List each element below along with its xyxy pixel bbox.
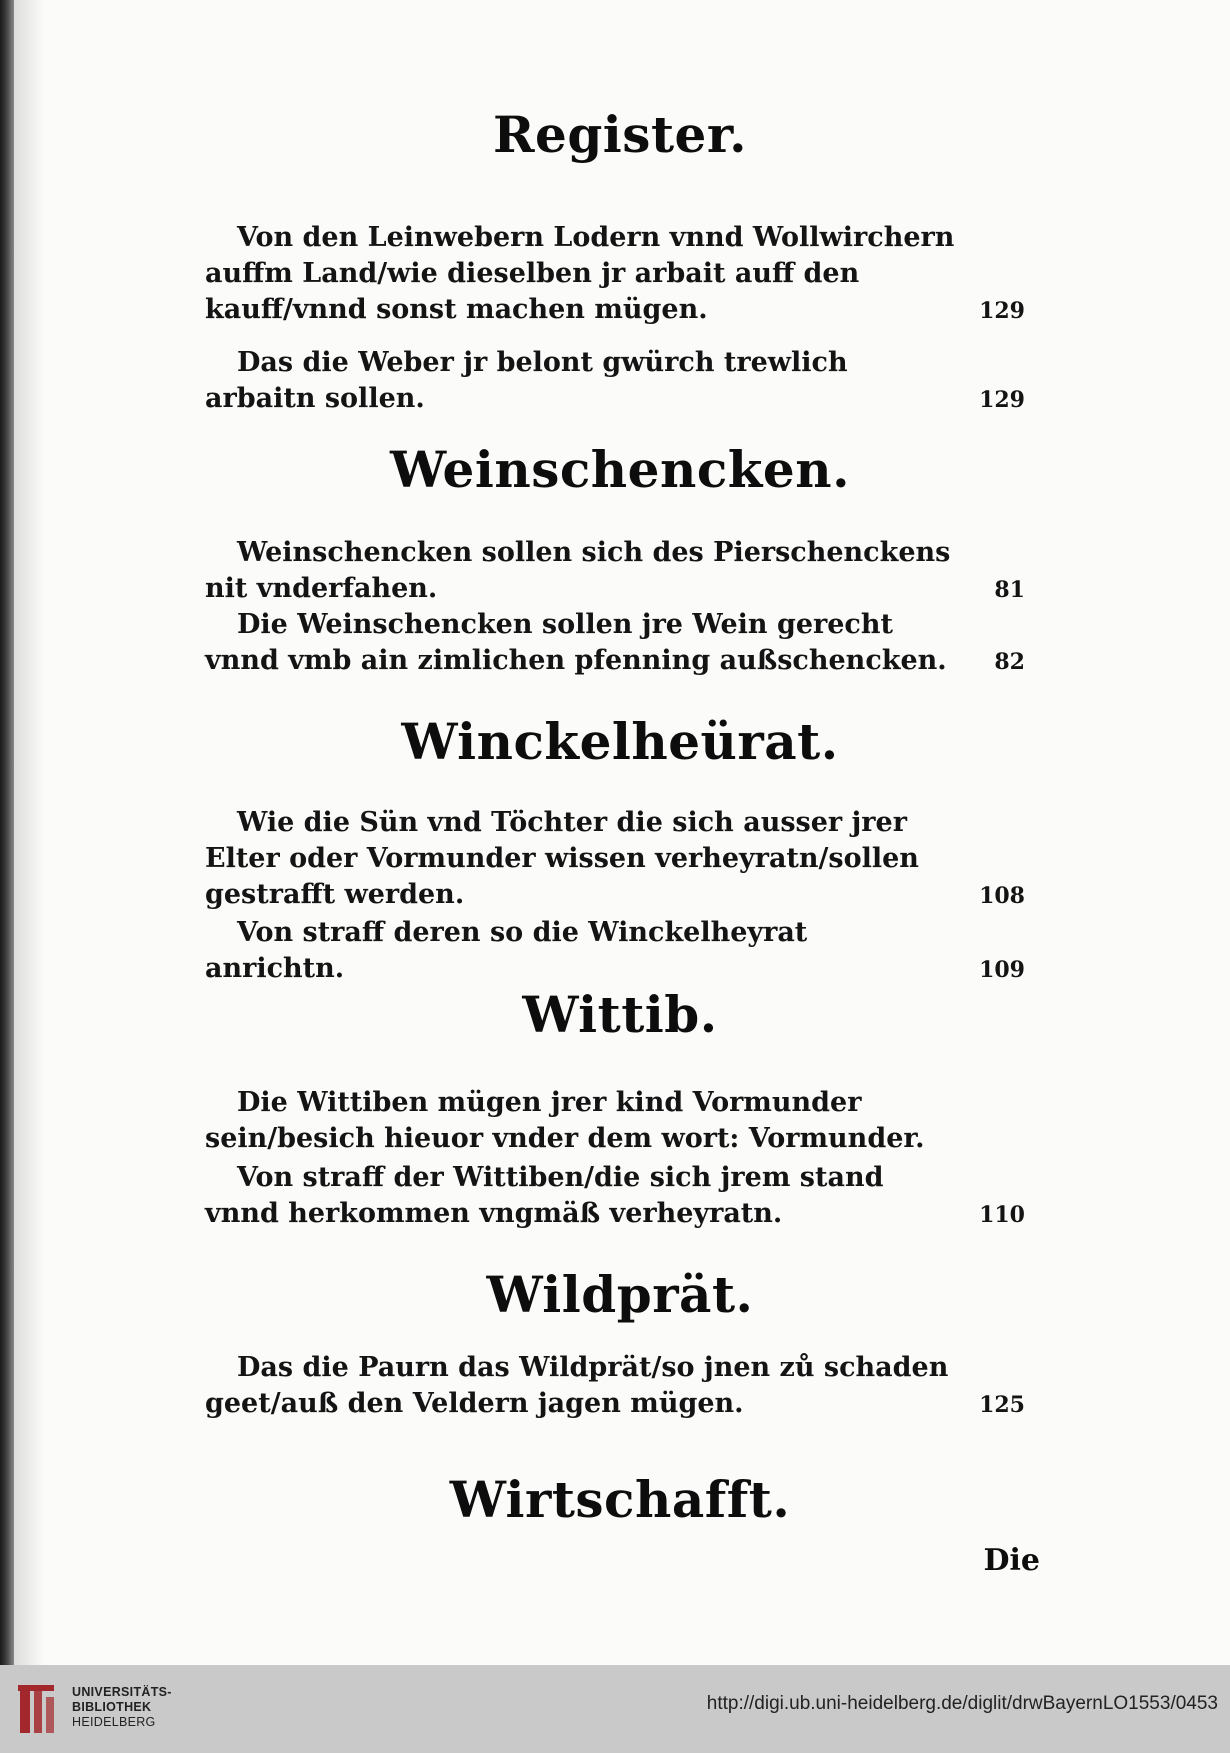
entry-page-number: 81 bbox=[994, 577, 1025, 603]
entry-page-number: 82 bbox=[994, 649, 1025, 675]
entry-page-number: 108 bbox=[979, 883, 1025, 909]
source-url-link[interactable]: http://digi.ub.uni-heidelberg.de/diglit/drwBayernLO1553/0453 bbox=[706, 1693, 1218, 1714]
entry-text: Die Weinschencken sollen jre Wein gerecht vnnd vmb ain zimlichen pfenning außschencken. bbox=[205, 609, 947, 676]
binding-shadow bbox=[14, 0, 44, 1665]
entry-page-number: 129 bbox=[979, 298, 1025, 324]
book-binding-edge bbox=[0, 0, 14, 1665]
library-name-line: UNIVERSITÄTS- bbox=[72, 1685, 172, 1699]
section-heading-weinschencken: Weinschencken. bbox=[389, 440, 850, 499]
section-heading-winckelheurat: Winckelheürat. bbox=[401, 712, 839, 771]
entry-text: Die Wittiben mügen jrer kind Vormunder sein/besich hieuor vnder dem wort: Vormunder. bbox=[205, 1087, 925, 1154]
entry-text: Das die Paurn das Wildprät/so jnen zů schaden geet/auß den Veldern jagen mügen. bbox=[205, 1352, 949, 1419]
register-entry bbox=[205, 1350, 1025, 1422]
register-entry bbox=[205, 345, 1025, 417]
entry-page-number: 125 bbox=[979, 1392, 1025, 1418]
section-heading-wittib: Wittib. bbox=[522, 985, 718, 1044]
entry-text: Von den Leinwebern Lodern vnnd Wollwirchern auffm Land/wie dieselben jr arbait auff den kauff/vnnd sonst machen mügen. bbox=[205, 222, 955, 325]
entry-text: Weinschencken sollen sich des Pierschenckens nit vnderfahen. bbox=[205, 537, 951, 604]
library-name-line: BIBLIOTHEK bbox=[72, 1700, 152, 1714]
library-name-line: HEIDELBERG bbox=[72, 1715, 156, 1729]
entry-page-number: 129 bbox=[979, 387, 1025, 413]
register-entry bbox=[205, 220, 1025, 328]
entry-text: Das die Weber jr belont gwürch trewlich arbaitn sollen. bbox=[205, 347, 848, 414]
library-name bbox=[72, 1685, 172, 1730]
library-footer-bar bbox=[0, 1665, 1230, 1753]
register-entry bbox=[205, 1085, 1025, 1157]
section-heading-wildprat: Wildprät. bbox=[486, 1265, 754, 1324]
entry-page-number: 110 bbox=[979, 1202, 1025, 1228]
register-entry bbox=[205, 805, 1025, 913]
section-heading-register: Register. bbox=[492, 105, 748, 164]
register-entry bbox=[205, 1160, 1025, 1232]
section-heading-wirtschafft: Wirtschafft. bbox=[449, 1470, 791, 1529]
register-entry bbox=[205, 535, 1025, 607]
entry-page-number: 109 bbox=[979, 957, 1025, 983]
library-logo-icon bbox=[14, 1681, 62, 1737]
register-entry bbox=[205, 915, 1025, 987]
catchword: Die bbox=[983, 1543, 1040, 1578]
register-entry bbox=[205, 607, 1025, 679]
entry-text: Von straff der Wittiben/die sich jrem stand vnnd herkommen vngmäß verheyratn. bbox=[205, 1162, 884, 1229]
entry-text: Von straff deren so die Winckelheyrat anrichtn. bbox=[205, 917, 808, 984]
entry-text: Wie die Sün vnd Töchter die sich ausser jrer Elter oder Vormunder wissen verheyratn/sollen gestrafft werden. bbox=[205, 807, 919, 910]
